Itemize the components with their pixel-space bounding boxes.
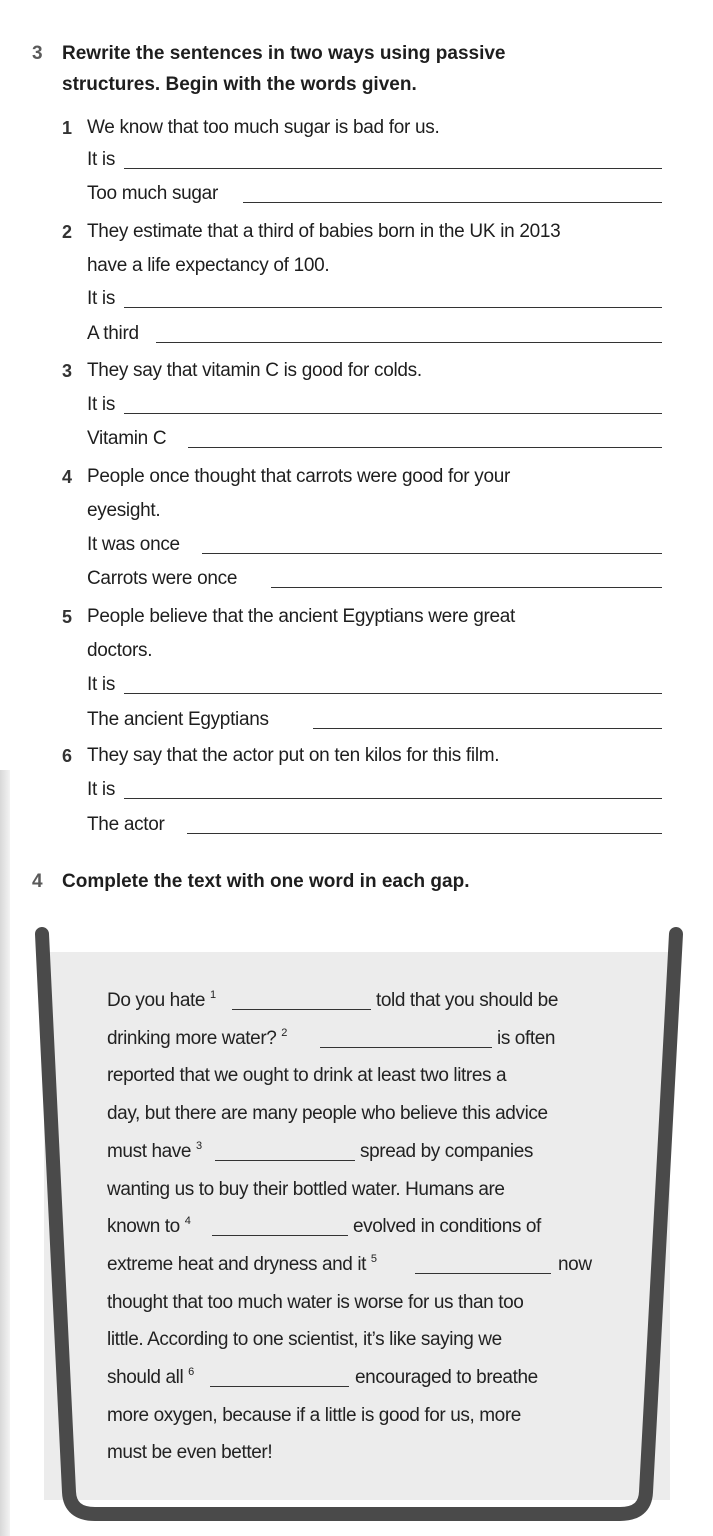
text-before-gap: extreme heat and dryness and it (107, 1253, 371, 1275)
gap-number: 6 (188, 1366, 194, 1378)
text-line: more oxygen, because if a little is good for us, more (107, 1404, 521, 1426)
item-6-prompt-a: It is (87, 779, 116, 800)
exercise-4-title: Complete the text with one word in each gap. (62, 871, 470, 892)
text-after-gap: now (558, 1253, 592, 1275)
item-1-number: 1 (62, 118, 73, 138)
item-5-number: 5 (62, 607, 73, 627)
gap-answer-line[interactable] (320, 1047, 492, 1048)
item-5-sentence-line1: People believe that the ancient Egyptians were great (87, 606, 516, 627)
text-before-gap: must have (107, 1140, 196, 1162)
text-before-gap: known to (107, 1216, 185, 1238)
text-before-gap: should all (107, 1367, 189, 1388)
text-line (107, 1028, 287, 1050)
gap-answer-line[interactable] (415, 1273, 551, 1274)
item-3-prompt-a: It is (87, 394, 116, 415)
exercise-3-title-line1: Rewrite the sentences in two ways using passive (62, 43, 506, 64)
item-5-prompt-b: The ancient Egyptians (87, 709, 269, 730)
item-6-sentence: They say that the actor put on ten kilos for this film. (87, 745, 500, 766)
gap-answer-line[interactable] (232, 1009, 371, 1010)
gap-number: 5 (370, 1252, 377, 1265)
text-line: thought that too much water is worse for us than too (107, 1291, 524, 1313)
item-4-sentence-line1: People once thought that carrots were good for your (87, 466, 511, 487)
exercise-3-title-line2: structures. Begin with the words given. (62, 74, 417, 95)
item-2-sentence-line2: have a life expectancy of 100. (87, 255, 330, 276)
text-line (107, 1254, 377, 1276)
item-4-prompt-a: It was once (87, 534, 180, 555)
gap-number: 4 (184, 1215, 191, 1228)
item-6-prompt-b: The actor (87, 814, 165, 835)
item-5-prompt-a: It is (87, 674, 116, 695)
item-1-prompt-a: It is (87, 149, 116, 170)
item-4-sentence-line2: eyesight. (87, 500, 161, 521)
exercise-3-number: 3 (32, 43, 43, 64)
text-after-gap: told that you should be (376, 990, 558, 1011)
item-5-sentence-line2: doctors. (87, 640, 153, 661)
text-line (107, 1367, 194, 1389)
text-before-gap: drinking more water? (107, 1027, 282, 1049)
gap-number: 3 (195, 1139, 202, 1152)
text-after-gap: encouraged to breathe (355, 1367, 538, 1388)
text-line (107, 1216, 190, 1238)
text-line: day, but there are many people who believe this advice (107, 1103, 548, 1125)
item-4-prompt-b: Carrots were once (87, 568, 238, 589)
gap-number: 2 (281, 1026, 288, 1039)
item-2-sentence-line1: They estimate that a third of babies born in the UK in 2013 (87, 221, 561, 242)
gap-answer-line[interactable] (215, 1160, 355, 1161)
item-2-prompt-b: A third (87, 323, 139, 344)
item-1-prompt-b: Too much sugar (87, 183, 218, 204)
item-4-number: 4 (62, 467, 73, 487)
item-1-sentence: We know that too much sugar is bad for us. (87, 117, 440, 138)
gap-answer-line[interactable] (210, 1386, 349, 1387)
text-line: must be even better! (107, 1442, 273, 1464)
text-line (107, 1141, 202, 1163)
exercise-4-number: 4 (32, 871, 43, 892)
text-line: reported that we ought to drink at least two litres a (107, 1065, 507, 1087)
item-3-number: 3 (62, 361, 73, 381)
item-3-sentence: They say that vitamin C is good for colds. (87, 360, 422, 381)
text-after-gap: evolved in conditions of (353, 1216, 541, 1238)
text-line (107, 990, 216, 1012)
gap-number: 1 (209, 989, 216, 1001)
text-before-gap: Do you hate (107, 990, 210, 1011)
gap-answer-line[interactable] (212, 1235, 348, 1236)
item-6-number: 6 (62, 746, 73, 766)
item-2-prompt-a: It is (87, 288, 116, 309)
item-3-prompt-b: Vitamin C (87, 428, 167, 449)
item-2-number: 2 (62, 222, 73, 242)
text-after-gap: is often (497, 1027, 556, 1049)
text-line: little. According to one scientist, it’s like saying we (107, 1329, 502, 1351)
text-after-gap: spread by companies (360, 1140, 534, 1162)
text-line: wanting us to buy their bottled water. Humans are (107, 1178, 505, 1200)
